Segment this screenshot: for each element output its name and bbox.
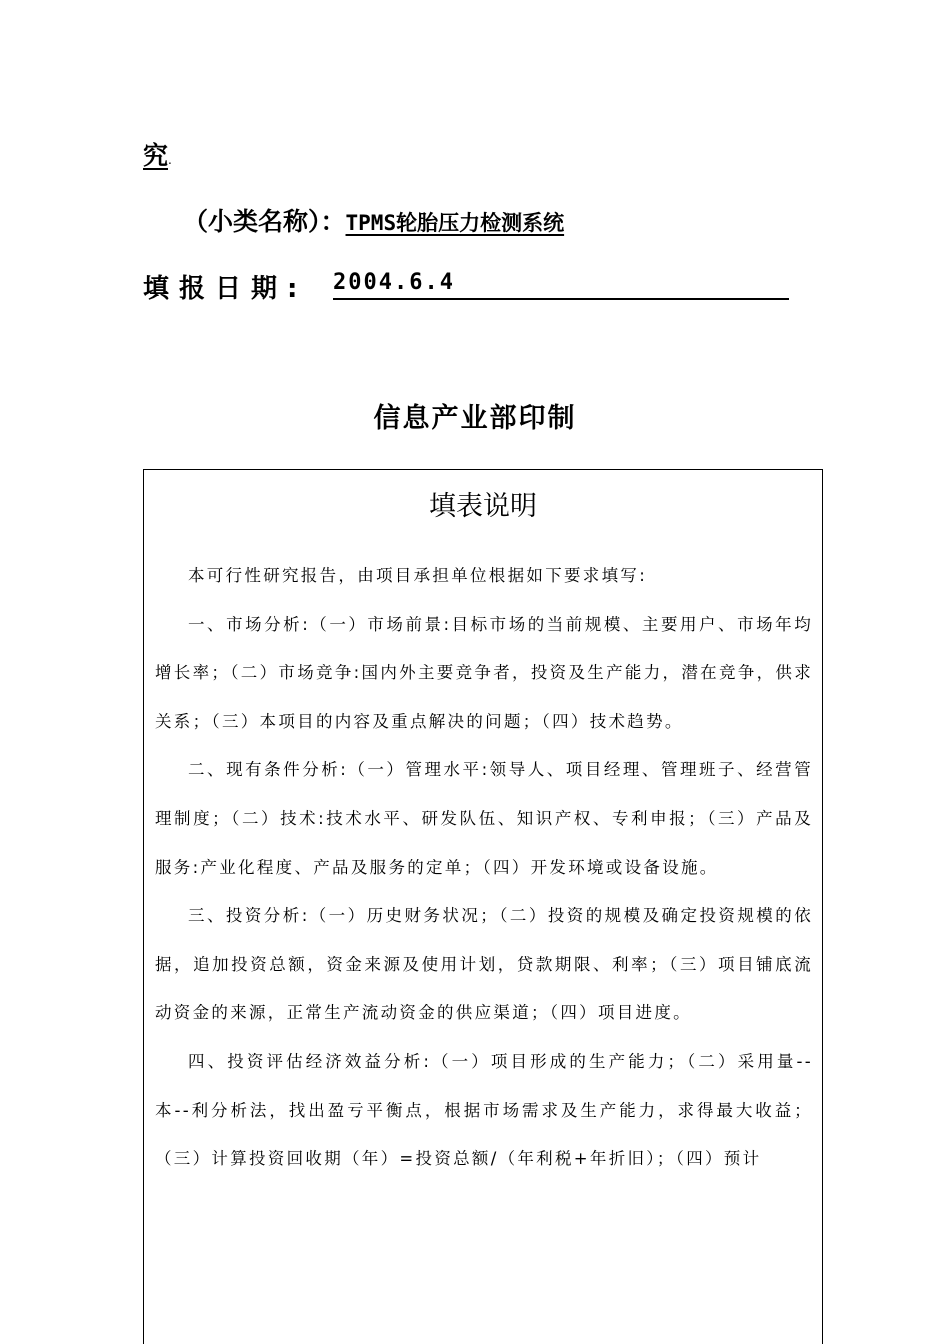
instructions-box: [143, 469, 823, 1344]
subcategory-label: （小类名称）：: [183, 207, 346, 236]
instruction-paragraph-intro: 本可行性研究报告，由项目承担单位根据如下要求填写:: [188, 566, 648, 585]
instruction-paragraph-conditions: 二、现有条件分析:（一）管理水平:领导人、项目经理、管理班子、经营管理制度；（二）技术:技术水平、研发队伍、知识产权、专利申报；（三）产品及服务:产业化程度、产品及服务的定单；（四）开发环境或设备设施。: [155, 760, 813, 877]
subcategory-row: [183, 202, 564, 238]
instruction-paragraph-market: 一、市场分析:（一）市场前景:目标市场的当前规模、主要用户、市场年均增长率；（二）市场竞争:国内外主要竞争者，投资及生产能力，潜在竞争，供求关系；（三）本项目的内容及重点解决的问题；（四）技术趋势。: [155, 614, 813, 731]
title-fragment-dot: .: [168, 153, 172, 167]
instructions-body: [155, 552, 813, 1184]
instruction-paragraph-evaluation: 四、投资评估经济效益分析:（一）项目形成的生产能力；（二）采用量--本--利分析法，找出盈亏平衡点，根据市场需求及生产能力，求得最大收益；（三）计算投资回收期（年）=投资总额/（年利税+年折旧）；（四）预计: [155, 1051, 813, 1169]
instruction-paragraph-investment: 三、投资分析:（一）历史财务状况；（二）投资的规模及确定投资规模的依据，追加投资总额，资金来源及使用计划，贷款期限、利率；（三）项目铺底流动资金的来源，正常生产流动资金的供应渠道；（四）项目进度。: [155, 906, 813, 1023]
issuer-title: 信息产业部印制: [373, 403, 577, 434]
fill-date-row: [143, 268, 455, 305]
fill-date-label: 填报日期:: [143, 274, 308, 304]
fill-date-value: 2004.6.4: [333, 270, 789, 300]
subcategory-value: TPMS轮胎压力检测系统: [345, 211, 565, 235]
instructions-title: 填表说明: [429, 491, 537, 522]
title-fragment: [143, 136, 172, 172]
title-fragment-text: 究: [143, 141, 169, 170]
